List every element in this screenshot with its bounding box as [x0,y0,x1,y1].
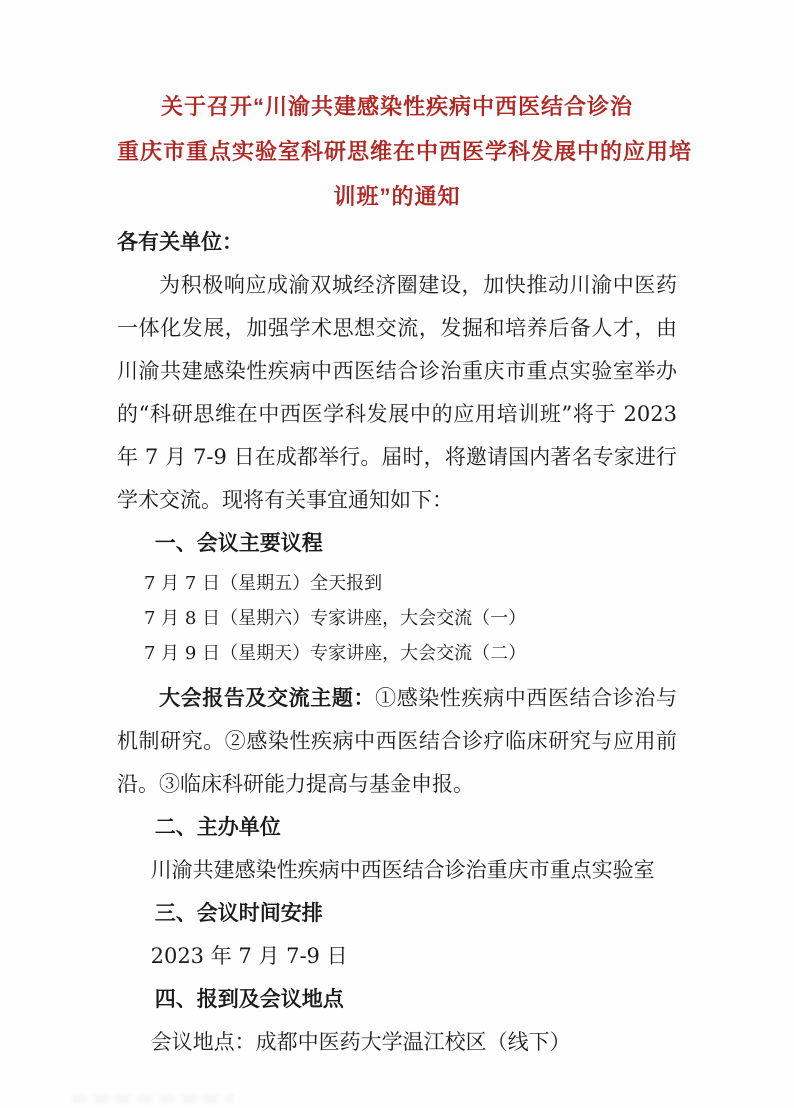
topics-label: 大会报告及交流主题： [159,685,376,710]
section-2-body: 川渝共建感染性疾病中西医结合诊治重庆市重点实验室 [150,858,655,882]
agenda-item-day2: 7 月 8 日（星期六）专家讲座，大会交流（一） [144,608,527,629]
agenda-item-day1: 7 月 7 日（星期五）全天报到 [144,573,383,594]
agenda-item-day3: 7 月 9 日（星期天）专家讲座，大会交流（二） [144,643,527,664]
title-line-3: 训班”的通知 [333,184,461,209]
topics-paragraph [117,676,677,806]
document-title [117,84,693,219]
title-line-2: 重庆市重点实验室科研思维在中西医学科发展中的应用培 [117,139,693,164]
title-line-1: 关于召开“川渝共建感染性疾病中西医结合诊治 [160,94,633,119]
section-4-heading: 四、报到及会议地点 [154,988,344,1011]
section-3-heading: 三、会议时间安排 [154,902,323,925]
section-4-body: 会议地点：成都中医药大学温江校区（线下） [150,1030,571,1054]
intro-paragraph: 为积极响应成渝双城经济圈建设，加快推动川渝中医药一体化发展，加强学术思想交流，发掘和培养后备人才，由川渝共建感染性疾病中西医结合诊治重庆市重点实验室举办的“科研思维在中西医学科发展中的应用培训班”将于 2023 年 7 月 7-9 日在成都举行。届时，将邀请国内著名专家进行学术交流。现将有关事宜通知如下： [117,273,677,512]
scan-artifact-smudge [72,1094,234,1104]
topics-text: ①感染性疾病中西医结合诊治与机制研究。②感染性疾病中西医结合诊疗临床研究与应用前沿。③临床科研能力提高与基金申报。 [117,686,678,796]
section-1-heading: 一、会议主要议程 [154,532,323,555]
document-content [117,84,693,1064]
salutation: 各有关单位： [117,231,243,254]
section-3-body: 2023 年 7 月 7-9 日 [150,944,348,968]
section-2-heading: 二、主办单位 [154,816,281,839]
agenda-list [117,566,677,671]
